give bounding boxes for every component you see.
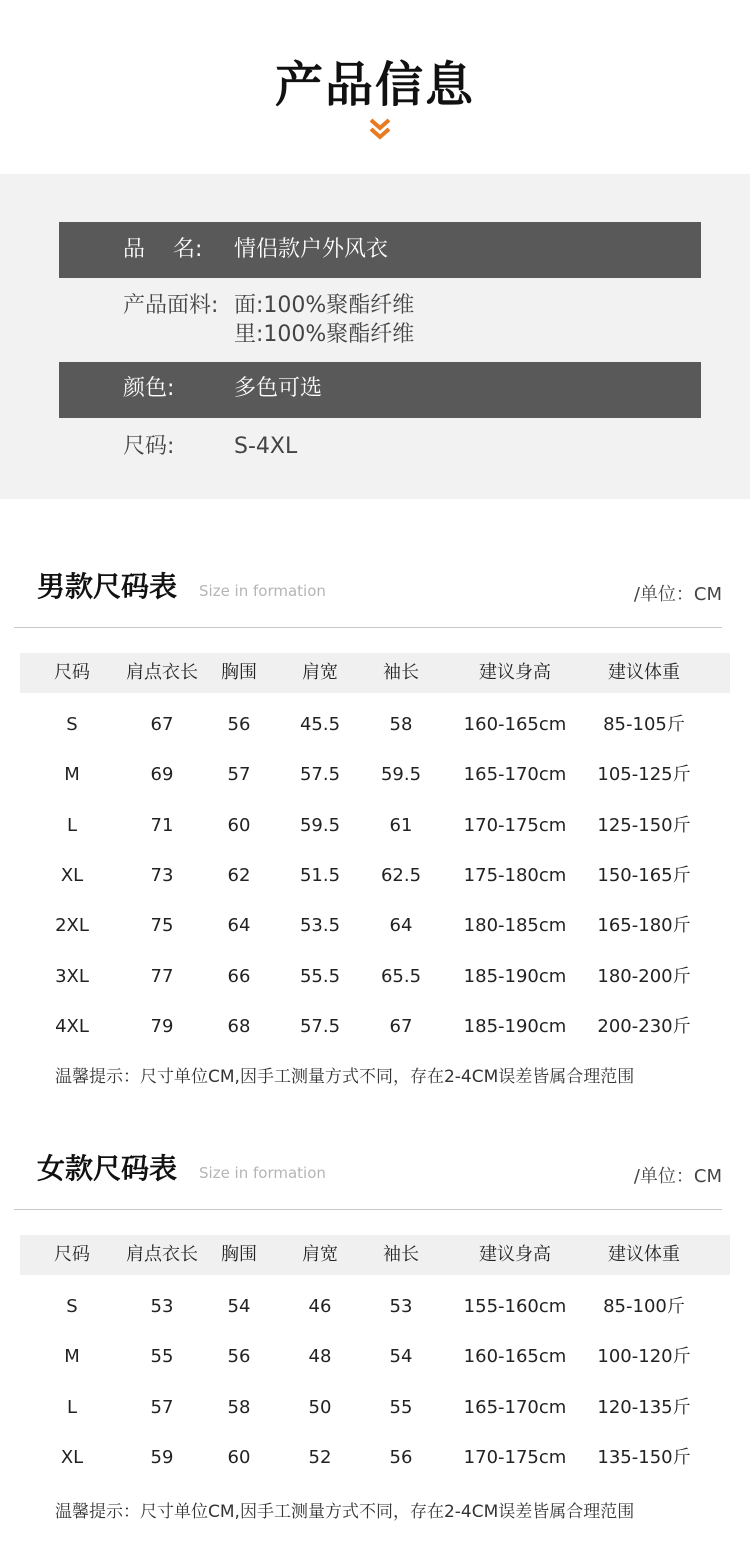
women-cell-chest: 58 <box>227 1397 251 1418</box>
fabric-outer-value: 面:100%聚酯纤维 <box>234 293 415 318</box>
size-value: S-4XL <box>234 434 298 459</box>
men-cell-height: 185-190cm <box>463 1016 567 1037</box>
women-cell-chest: 56 <box>227 1346 251 1367</box>
men-header-shoulder: 肩宽 <box>302 662 338 683</box>
women-cell-height: 155-160cm <box>463 1296 567 1317</box>
color-label: 颜色: <box>123 376 175 401</box>
men-cell-sleeve: 58 <box>389 714 413 735</box>
fabric-label: 产品面料: <box>123 293 219 318</box>
women-section-subtitle: Size in formation <box>199 1164 326 1182</box>
men-cell-size: 3XL <box>55 966 89 987</box>
men-cell-length: 79 <box>150 1016 174 1037</box>
men-cell-shoulder: 55.5 <box>299 966 341 987</box>
women-unit-label: /单位：CM <box>633 1166 722 1187</box>
women-cell-shoulder: 46 <box>308 1296 332 1317</box>
women-cell-shoulder: 52 <box>308 1447 332 1468</box>
men-cell-chest: 64 <box>227 915 251 936</box>
women-section-title: 女款尺码表 <box>37 1152 178 1185</box>
men-cell-weight: 180-200斤 <box>597 966 691 987</box>
men-header-chest: 胸围 <box>221 662 257 683</box>
men-cell-sleeve: 65.5 <box>380 966 422 987</box>
women-header-height: 建议身高 <box>479 1244 551 1265</box>
women-cell-sleeve: 53 <box>389 1296 413 1317</box>
men-cell-length: 69 <box>150 764 174 785</box>
product-name-value: 情侣款户外风衣 <box>234 237 389 262</box>
men-cell-weight: 150-165斤 <box>597 865 691 886</box>
women-header-chest: 胸围 <box>221 1244 257 1265</box>
men-cell-length: 67 <box>150 714 174 735</box>
men-cell-weight: 165-180斤 <box>597 915 691 936</box>
men-cell-shoulder: 59.5 <box>299 815 341 836</box>
women-cell-shoulder: 50 <box>308 1397 332 1418</box>
men-header-weight: 建议体重 <box>608 662 680 683</box>
men-size-table <box>20 653 730 1053</box>
women-cell-height: 170-175cm <box>463 1447 567 1468</box>
men-cell-weight: 105-125斤 <box>597 764 691 785</box>
men-header-sleeve: 袖长 <box>383 662 419 683</box>
men-cell-size: 2XL <box>55 915 89 936</box>
men-divider <box>14 627 722 628</box>
men-cell-length: 77 <box>150 966 174 987</box>
women-cell-weight: 120-135斤 <box>597 1397 691 1418</box>
men-header-height: 建议身高 <box>479 662 551 683</box>
men-cell-weight: 85-105斤 <box>603 714 685 735</box>
men-cell-length: 73 <box>150 865 174 886</box>
men-header-size: 尺码 <box>54 662 90 683</box>
men-cell-shoulder: 45.5 <box>299 714 341 735</box>
women-cell-weight: 85-100斤 <box>603 1296 685 1317</box>
men-cell-length: 75 <box>150 915 174 936</box>
men-cell-shoulder: 57.5 <box>299 1016 341 1037</box>
women-cell-weight: 100-120斤 <box>597 1346 691 1367</box>
women-cell-chest: 54 <box>227 1296 251 1317</box>
men-cell-height: 180-185cm <box>463 915 567 936</box>
women-cell-height: 165-170cm <box>463 1397 567 1418</box>
women-header-size: 尺码 <box>54 1244 90 1265</box>
men-cell-size: L <box>66 815 78 836</box>
women-cell-shoulder: 48 <box>308 1346 332 1367</box>
men-cell-size: 4XL <box>55 1016 89 1037</box>
women-cell-height: 160-165cm <box>463 1346 567 1367</box>
men-unit-label: /单位：CM <box>633 584 722 605</box>
men-cell-size: XL <box>60 865 84 886</box>
men-cell-sleeve: 64 <box>389 915 413 936</box>
men-cell-chest: 56 <box>227 714 251 735</box>
men-cell-chest: 60 <box>227 815 251 836</box>
women-size-table <box>20 1235 730 1485</box>
men-cell-shoulder: 53.5 <box>299 915 341 936</box>
men-cell-chest: 57 <box>227 764 251 785</box>
men-cell-chest: 66 <box>227 966 251 987</box>
color-value: 多色可选 <box>234 376 323 401</box>
women-cell-sleeve: 55 <box>389 1397 413 1418</box>
women-size-note: 温馨提示：尺寸单位CM,因手工测量方式不同，存在2-4CM误差皆属合理范围 <box>55 1502 635 1522</box>
women-header-weight: 建议体重 <box>608 1244 680 1265</box>
men-header-length: 肩点衣长 <box>126 662 198 683</box>
men-cell-sleeve: 59.5 <box>380 764 422 785</box>
men-cell-sleeve: 62.5 <box>380 865 422 886</box>
men-cell-weight: 200-230斤 <box>597 1016 691 1037</box>
men-cell-size: M <box>64 764 80 785</box>
women-cell-size: M <box>64 1346 80 1367</box>
men-cell-height: 160-165cm <box>463 714 567 735</box>
size-label: 尺码: <box>123 434 175 459</box>
men-section-subtitle: Size in formation <box>199 582 326 600</box>
men-cell-chest: 62 <box>227 865 251 886</box>
men-cell-shoulder: 57.5 <box>299 764 341 785</box>
women-header-length: 肩点衣长 <box>126 1244 198 1265</box>
fabric-inner-value: 里:100%聚酯纤维 <box>234 322 415 347</box>
women-cell-size: XL <box>60 1447 84 1468</box>
women-cell-length: 53 <box>150 1296 174 1317</box>
men-cell-length: 71 <box>150 815 174 836</box>
women-cell-size: S <box>66 1296 78 1317</box>
men-section-title: 男款尺码表 <box>37 570 178 603</box>
men-cell-chest: 68 <box>227 1016 251 1037</box>
women-divider <box>14 1209 722 1210</box>
women-cell-chest: 60 <box>227 1447 251 1468</box>
men-cell-shoulder: 51.5 <box>299 865 341 886</box>
men-cell-height: 185-190cm <box>463 966 567 987</box>
women-header-shoulder: 肩宽 <box>302 1244 338 1265</box>
women-cell-size: L <box>66 1397 78 1418</box>
men-cell-sleeve: 61 <box>389 815 413 836</box>
men-cell-sleeve: 67 <box>389 1016 413 1037</box>
women-cell-length: 57 <box>150 1397 174 1418</box>
product-name-label: 品 名: <box>123 237 203 262</box>
women-cell-length: 55 <box>150 1346 174 1367</box>
women-header-sleeve: 袖长 <box>383 1244 419 1265</box>
men-cell-weight: 125-150斤 <box>597 815 691 836</box>
women-cell-sleeve: 56 <box>389 1447 413 1468</box>
women-cell-length: 59 <box>150 1447 174 1468</box>
women-cell-weight: 135-150斤 <box>597 1447 691 1468</box>
men-cell-size: S <box>66 714 78 735</box>
men-cell-height: 165-170cm <box>463 764 567 785</box>
double-chevron-down-icon <box>367 116 393 142</box>
men-cell-height: 170-175cm <box>463 815 567 836</box>
men-size-note: 温馨提示：尺寸单位CM,因手工测量方式不同，存在2-4CM误差皆属合理范围 <box>55 1067 635 1087</box>
page-title: 产品信息 <box>274 57 475 113</box>
women-cell-sleeve: 54 <box>389 1346 413 1367</box>
men-cell-height: 175-180cm <box>463 865 567 886</box>
